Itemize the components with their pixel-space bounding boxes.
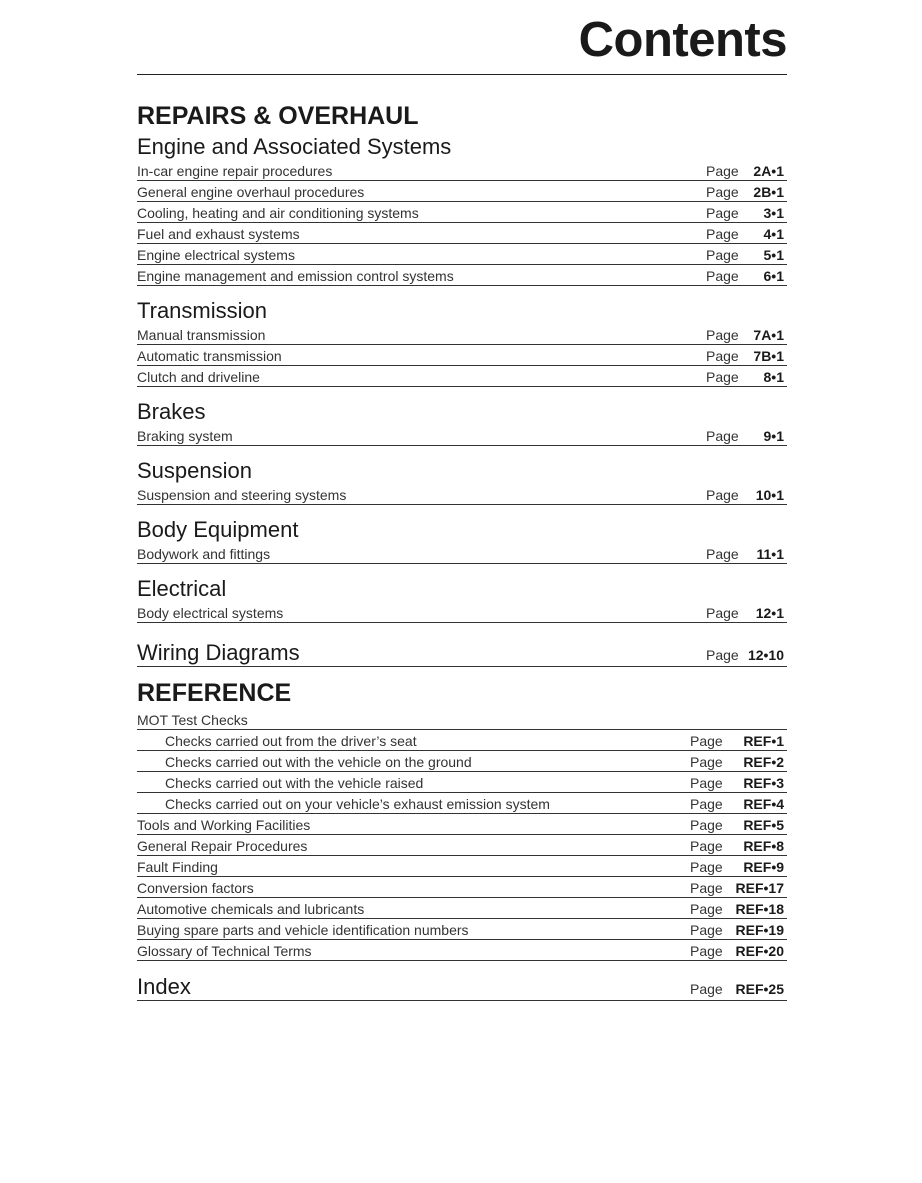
toc-entry[interactable] — [137, 898, 787, 919]
entry-label: Checks carried out on your vehicle’s exhaust emission system — [165, 796, 550, 812]
section-title-electrical: Electrical — [137, 576, 227, 601]
page-word: Page — [706, 247, 739, 263]
page-word: Page — [690, 880, 723, 896]
page-number: REF•4 — [743, 796, 784, 812]
entry-label: Glossary of Technical Terms — [137, 943, 312, 959]
page-number: 7B•1 — [753, 348, 784, 364]
section-title-engine: Engine and Associated Systems — [137, 134, 452, 159]
toc-entry-mot[interactable] — [137, 709, 787, 730]
page-word: Page — [690, 775, 723, 791]
toc-entry[interactable] — [137, 602, 787, 623]
page-word: Page — [706, 268, 739, 284]
section-wiring — [137, 635, 787, 667]
entry-label: Fuel and exhaust systems — [137, 226, 300, 242]
toc-entry[interactable] — [137, 324, 787, 345]
page-word: Page — [706, 205, 739, 221]
entry-label: Suspension and steering systems — [137, 487, 347, 503]
entry-label: Bodywork and fittings — [137, 546, 271, 562]
reference-heading: REFERENCE — [137, 679, 292, 707]
page-word: Page — [690, 838, 723, 854]
page-number: REF•2 — [743, 754, 784, 770]
page-number: REF•20 — [735, 943, 784, 959]
page-word: Page — [690, 981, 723, 997]
page-word: Page — [706, 546, 739, 562]
entry-label: Checks carried out from the driver’s seat — [165, 733, 417, 749]
page-number: 7A•1 — [753, 327, 784, 343]
title-divider — [137, 74, 787, 75]
page-number: 4•1 — [763, 226, 784, 242]
page-word: Page — [690, 943, 723, 959]
section-title-index: Index — [137, 974, 191, 999]
entry-label: Body electrical systems — [137, 605, 284, 621]
toc-entry[interactable] — [137, 877, 787, 898]
toc-entry[interactable] — [137, 366, 787, 387]
entry-label: Checks carried out with the vehicle on the ground — [165, 754, 472, 770]
page-number: 12•1 — [755, 605, 784, 621]
page-word: Page — [690, 901, 723, 917]
entry-label: Conversion factors — [137, 880, 254, 896]
page-word: Page — [706, 428, 739, 444]
toc-entry[interactable] — [137, 425, 787, 446]
page-word: Page — [706, 369, 739, 385]
entry-label: Cooling, heating and air conditioning systems — [137, 205, 419, 221]
toc-entry[interactable] — [137, 484, 787, 505]
page-word: Page — [690, 754, 723, 770]
page-word: Page — [706, 605, 739, 621]
section-title-suspension: Suspension — [137, 458, 252, 483]
toc-entry[interactable] — [137, 940, 787, 961]
entry-label: Braking system — [137, 428, 233, 444]
entry-label: General engine overhaul procedures — [137, 184, 365, 200]
entry-label: Checks carried out with the vehicle raised — [165, 775, 424, 791]
toc-entry[interactable] — [137, 181, 787, 202]
page-number: 2B•1 — [753, 184, 784, 200]
toc-entry[interactable] — [137, 814, 787, 835]
section-brakes — [137, 399, 787, 446]
section-reference — [137, 709, 787, 961]
page-number: REF•3 — [743, 775, 784, 791]
entry-label: MOT Test Checks — [137, 712, 248, 728]
toc-entry[interactable] — [137, 751, 787, 772]
page-number: REF•19 — [735, 922, 784, 938]
entry-label: General Repair Procedures — [137, 838, 308, 854]
section-title-body-equipment: Body Equipment — [137, 517, 299, 542]
page-number: REF•18 — [735, 901, 784, 917]
entry-label: Engine management and emission control systems — [137, 268, 454, 284]
page-number: REF•1 — [743, 733, 784, 749]
section-electrical — [137, 576, 787, 623]
toc-entry[interactable] — [137, 265, 787, 286]
repairs-heading: REPAIRS & OVERHAUL — [137, 102, 419, 130]
page-word: Page — [706, 487, 739, 503]
page-title: Contents — [578, 13, 787, 67]
toc-entry[interactable] — [137, 835, 787, 856]
entry-label: Automatic transmission — [137, 348, 282, 364]
page-word: Page — [690, 817, 723, 833]
toc-entry[interactable] — [137, 345, 787, 366]
toc-entry[interactable] — [137, 730, 787, 751]
section-title-brakes: Brakes — [137, 399, 206, 424]
page-word: Page — [706, 348, 739, 364]
toc-entry[interactable] — [137, 543, 787, 564]
page-number: 8•1 — [763, 369, 784, 385]
entry-label: Tools and Working Facilities — [137, 817, 311, 833]
page-number: 3•1 — [763, 205, 784, 221]
page-word: Page — [690, 859, 723, 875]
entry-label: Automotive chemicals and lubricants — [137, 901, 365, 917]
toc-entry[interactable] — [137, 919, 787, 940]
entry-label: Manual transmission — [137, 327, 266, 343]
entry-label: Fault Finding — [137, 859, 218, 875]
page-number: REF•8 — [743, 838, 784, 854]
section-transmission — [137, 298, 787, 387]
contents-body — [137, 100, 787, 1001]
toc-entry[interactable] — [137, 223, 787, 244]
entry-label: Clutch and driveline — [137, 369, 260, 385]
toc-entry[interactable] — [137, 160, 787, 181]
page-word: Page — [690, 733, 723, 749]
section-body-equipment — [137, 517, 787, 564]
toc-entry[interactable] — [137, 202, 787, 223]
page-number: REF•9 — [743, 859, 784, 875]
page-number: REF•5 — [743, 817, 784, 833]
page-word: Page — [706, 226, 739, 242]
page-number: REF•25 — [735, 981, 784, 997]
page-number: 10•1 — [755, 487, 784, 503]
section-title-wiring: Wiring Diagrams — [137, 640, 300, 665]
toc-entry[interactable] — [137, 244, 787, 265]
entry-label: Buying spare parts and vehicle identification numbers — [137, 922, 469, 938]
page-number: 6•1 — [763, 268, 784, 284]
page-number: 11•1 — [756, 546, 784, 562]
entry-label: In-car engine repair procedures — [137, 163, 333, 179]
page-word: Page — [706, 163, 739, 179]
page-word: Page — [706, 647, 739, 663]
page-number: 12•10 — [747, 647, 784, 663]
section-title-transmission: Transmission — [137, 298, 267, 323]
entry-label: Engine electrical systems — [137, 247, 295, 263]
page-word: Page — [706, 327, 739, 343]
page-word: Page — [690, 796, 723, 812]
section-engine — [137, 134, 787, 286]
toc-entry[interactable] — [137, 772, 787, 793]
page-number: REF•17 — [735, 880, 784, 896]
toc-entry-wiring[interactable] — [137, 635, 787, 667]
toc-entry[interactable] — [137, 856, 787, 877]
section-suspension — [137, 458, 787, 505]
toc-entry-index[interactable] — [137, 969, 787, 1001]
page-number: 5•1 — [763, 247, 784, 263]
page-number: 2A•1 — [753, 163, 784, 179]
toc-entry[interactable] — [137, 793, 787, 814]
page-word: Page — [690, 922, 723, 938]
page-number: 9•1 — [763, 428, 784, 444]
page-word: Page — [706, 184, 739, 200]
